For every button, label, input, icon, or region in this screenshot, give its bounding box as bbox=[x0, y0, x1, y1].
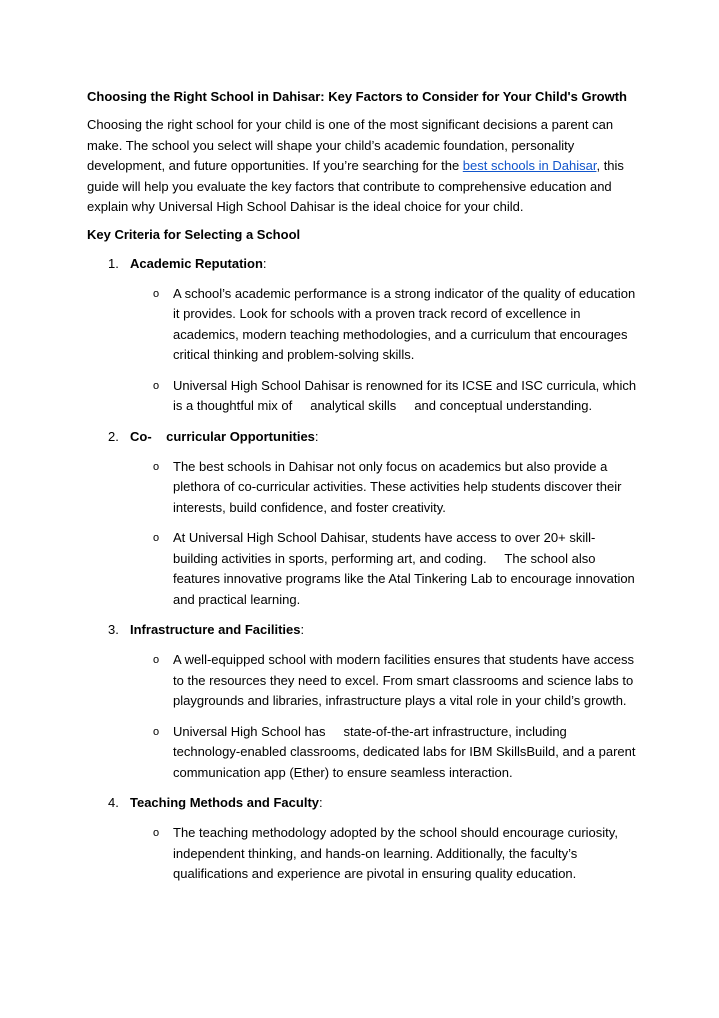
criterion-name: Academic Reputation bbox=[130, 255, 263, 271]
intro-text-end: , this guide will help you evaluate the key factors that contribute to comprehensive education and explain why Universal High School Dahisar is the ideal choice for your child. bbox=[87, 158, 624, 214]
criterion-bullets bbox=[87, 284, 640, 417]
bullet-text: Universal High School Dahisar is renowned for its ICSE and ISC curricula, which is a thoughtful mix of analytical skills and conceptual understanding. bbox=[173, 377, 640, 413]
criterion-suffix: : bbox=[319, 795, 323, 810]
bullet-text: At Universal High School Dahisar, students have access to over 20+ skill-building activities in sports, performing art, and coding. The school also features innovative programs like the Atal Tinkering Lab to encourage innovation and practical learning. bbox=[173, 530, 639, 607]
bullet-item bbox=[87, 457, 637, 519]
bullet-item bbox=[87, 284, 637, 366]
criterion-title bbox=[130, 620, 304, 640]
bullet-text: The best schools in Dahisar not only focus on academics but also provide a plethora of co-curricular activities. These activities help students discover their interests, build confidence, and foster creativity. bbox=[173, 458, 622, 515]
criterion-heading bbox=[108, 427, 637, 447]
criterion-item bbox=[87, 620, 640, 783]
intro-text-start: Choosing the right school for your child is one of the most significant decisions a parent can make. The school you select will shape your child’s academic foundation, personality development, and future opportunities. If you’re searching for the bbox=[87, 117, 614, 173]
criterion-suffix: : bbox=[314, 428, 319, 444]
criterion-number: 2. bbox=[108, 428, 119, 444]
bullet-item bbox=[87, 722, 640, 784]
criterion-bullets bbox=[87, 650, 640, 783]
bullet-marker: o bbox=[153, 532, 160, 544]
bullet-item bbox=[87, 650, 637, 712]
document-title: Choosing the Right School in Dahisar: Key Factors to Consider for Your Child's Growth bbox=[87, 89, 627, 104]
bullet-item bbox=[87, 528, 637, 610]
criterion-heading bbox=[108, 254, 637, 274]
best-schools-link[interactable]: best schools in Dahisar bbox=[462, 158, 597, 173]
bullet-marker: o bbox=[153, 827, 160, 839]
criterion-bullets bbox=[87, 457, 637, 611]
criterion-item bbox=[87, 793, 637, 885]
criterion-number: 3. bbox=[108, 622, 119, 637]
bullet-text: A well-equipped school with modern facilities ensures that students have access to the resources they need to excel. From smart classrooms and science labs to playgrounds and libraries, infrastructure plays a vital role in your child’s growth. bbox=[173, 652, 635, 708]
criterion-title bbox=[130, 427, 319, 447]
criterion-item bbox=[87, 427, 637, 611]
bullet-marker: o bbox=[153, 287, 160, 300]
bullet-text: A school’s academic performance is a strong indicator of the quality of education it provides. Look for schools with a proven track record of excellence in academics, modern teaching methodologies, and a curriculum that encourages critical thinking and problem-solving skills. bbox=[173, 285, 636, 362]
criterion-heading bbox=[108, 620, 637, 640]
bullet-marker: o bbox=[153, 725, 160, 738]
criterion-bullets bbox=[87, 823, 637, 885]
criterion-item bbox=[87, 254, 640, 417]
bullet-text: Universal High School has state-of-the-art infrastructure, including technology-enabled classrooms, dedicated labs for IBM SkillsBuild, and a parent communication app (Ether) to ensure seamless interaction. bbox=[173, 723, 640, 780]
criterion-suffix: : bbox=[262, 255, 267, 271]
criterion-suffix: : bbox=[300, 622, 305, 637]
bullet-text: The teaching methodology adopted by the school should encourage curiosity, independent thinking, and hands-on learning. Additionally, the faculty’s qualifications and experience are pivotal in ensuring quality education. bbox=[173, 825, 618, 881]
criterion-name: Co- curricular Opportunities bbox=[130, 428, 315, 444]
bullet-item bbox=[87, 823, 637, 885]
criterion-number: 1. bbox=[108, 255, 119, 271]
criteria-list bbox=[87, 254, 640, 885]
criterion-title bbox=[130, 793, 323, 813]
intro-paragraph bbox=[87, 115, 637, 218]
criterion-title bbox=[130, 254, 267, 274]
bullet-marker: o bbox=[153, 460, 160, 473]
criterion-name: Teaching Methods and Faculty bbox=[130, 795, 320, 810]
criterion-heading bbox=[108, 793, 637, 813]
criterion-number: 4. bbox=[108, 795, 119, 810]
bullet-marker: o bbox=[153, 654, 160, 666]
bullet-item bbox=[87, 376, 640, 417]
criterion-name: Infrastructure and Facilities bbox=[130, 622, 301, 637]
criteria-heading: Key Criteria for Selecting a School bbox=[87, 226, 301, 242]
bullet-marker: o bbox=[153, 379, 160, 392]
